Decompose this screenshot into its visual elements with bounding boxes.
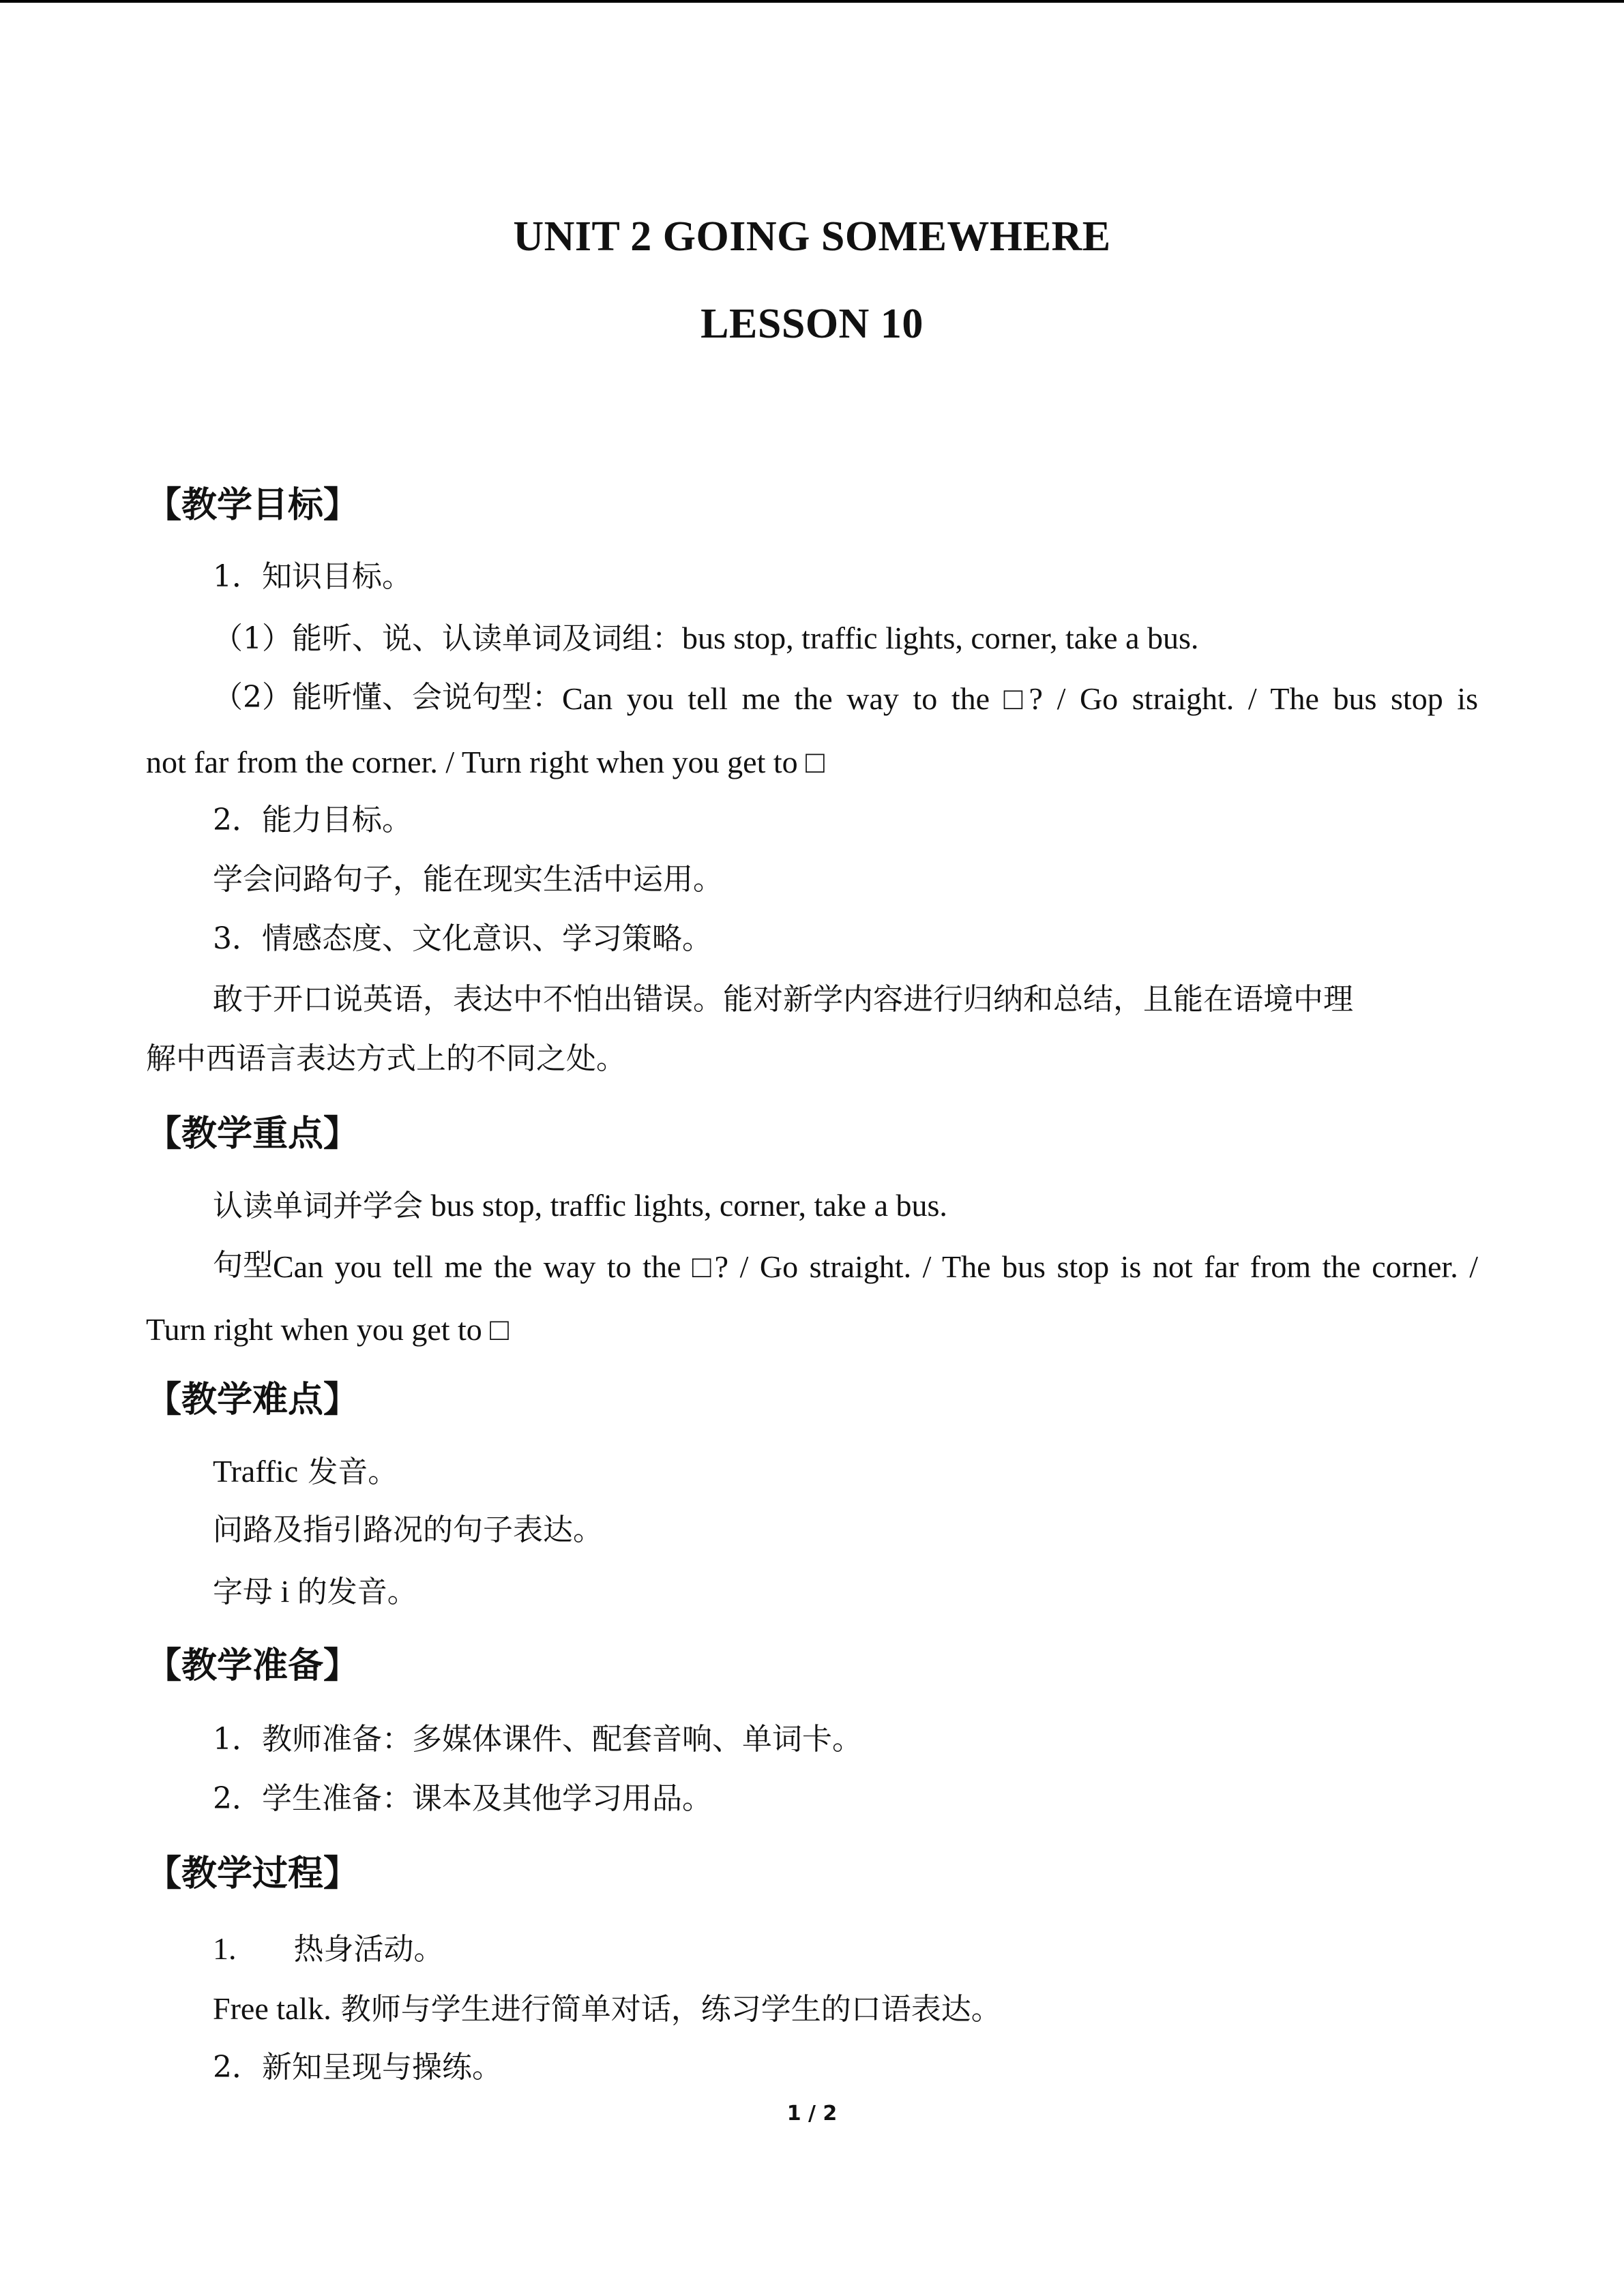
process-step1-detail bbox=[213, 1990, 1001, 2028]
emotion-objective-line2: 解中西语言表达方式上的不同之处。 bbox=[146, 1041, 626, 1076]
key-point-line1-words: bus stop, traffic lights, corner, take a bus. bbox=[423, 1188, 947, 1223]
process-step1-detail-cn: 教师与学生进行简单对话，练习学生的口语表达。 bbox=[331, 1992, 1001, 2027]
section-heading-difficulties: 【教学难点】 bbox=[146, 1380, 359, 1420]
key-point-line2-prefix: 句型 bbox=[213, 1248, 273, 1283]
key-point-line1 bbox=[213, 1187, 947, 1225]
knowledge-objective-2-line1 bbox=[213, 680, 1478, 717]
emotion-objective-line1: 敢于开口说英语，表达中不怕出错误。能对新学内容进行归纳和总结，且能在语境中理 bbox=[213, 982, 1353, 1017]
process-step1-number: 1. bbox=[213, 1931, 237, 1966]
emotion-objective-label: 3．情感态度、文化意识、学习策略。 bbox=[213, 921, 712, 956]
section-heading-objectives: 【教学目标】 bbox=[146, 485, 359, 526]
process-step1-detail-en: Free talk. bbox=[213, 1991, 331, 2026]
knowledge-objective-1-prefix: （1）能听、说、认读单词及词组： bbox=[213, 621, 682, 656]
difficulty-line3 bbox=[213, 1572, 417, 1611]
difficulty-line1 bbox=[213, 1452, 398, 1491]
knowledge-objective-1 bbox=[213, 619, 1198, 657]
preparation-student: 2．学生准备：课本及其他学习用品。 bbox=[213, 1781, 712, 1816]
difficulty-line1-word: Traffic bbox=[213, 1454, 299, 1489]
key-point-line2-text: Can you tell me the way to the □? / Go straight. / The bus stop is not far from the corner. / bbox=[273, 1249, 1478, 1284]
section-heading-preparation: 【教学准备】 bbox=[146, 1645, 359, 1686]
process-step1-text: 热身活动。 bbox=[293, 1932, 444, 1967]
knowledge-objective-2-prefix: （2）能听懂、会说句型： bbox=[213, 680, 562, 715]
difficulty-line1-suffix: 发音。 bbox=[298, 1455, 398, 1489]
knowledge-objective-label: 1．知识目标。 bbox=[213, 559, 412, 594]
page-number: 1 / 2 bbox=[786, 2102, 838, 2126]
difficulty-line2: 问路及指引路况的句子表达。 bbox=[213, 1512, 603, 1547]
knowledge-objective-2-line2: not far from the corner. / Turn right when you get to □ bbox=[146, 745, 825, 779]
knowledge-objective-2-text: Can you tell me the way to the □? / Go straight. / The bus stop is bbox=[562, 681, 1478, 716]
process-step2: 2．新知呈现与操练。 bbox=[213, 2050, 502, 2085]
document-title: UNIT 2 GOING SOMEWHERE bbox=[513, 213, 1111, 260]
key-point-line2 bbox=[213, 1248, 1478, 1285]
ability-objective-text: 学会问路句子，能在现实生活中运用。 bbox=[213, 862, 723, 897]
section-heading-process: 【教学过程】 bbox=[146, 1853, 359, 1894]
difficulty-line3-prefix: 字母 bbox=[213, 1575, 273, 1609]
knowledge-objective-1-words: bus stop, traffic lights, corner, take a bus. bbox=[682, 621, 1199, 655]
key-point-line1-prefix: 认读单词并学会 bbox=[213, 1189, 423, 1223]
difficulty-line3-suffix: 的发音。 bbox=[297, 1575, 417, 1609]
section-heading-key-points: 【教学重点】 bbox=[146, 1114, 359, 1154]
process-step1 bbox=[213, 1930, 444, 1968]
document-subtitle: LESSON 10 bbox=[700, 301, 924, 347]
difficulty-line3-letter: i bbox=[273, 1574, 297, 1609]
ability-objective-label: 2．能力目标。 bbox=[213, 803, 412, 837]
preparation-teacher: 1．教师准备：多媒体课件、配套音响、单词卡。 bbox=[213, 1722, 862, 1757]
key-point-line3: Turn right when you get to □ bbox=[146, 1312, 510, 1347]
